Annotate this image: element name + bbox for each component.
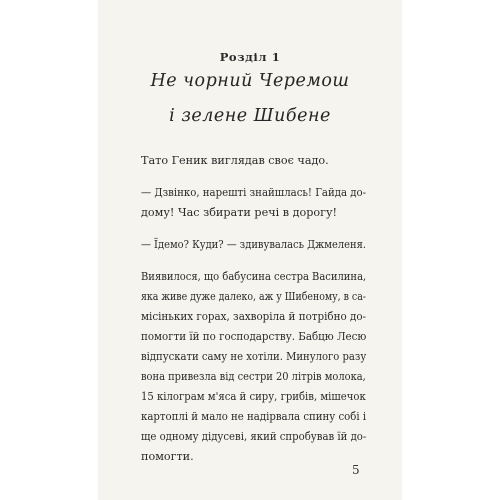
text-line: — Їдемо? Куди? — здивувалась Джмеленя.: [141, 238, 367, 251]
text-line: Тато Геник виглядав своє чадо.: [141, 154, 329, 167]
text-line: дому! Час збирати речі в дорогу!: [141, 206, 338, 219]
text-line: Виявилося, що бабусина сестра Василина,: [141, 270, 367, 283]
text-line: місіньких горах, захворіла й потрібно до-: [141, 310, 367, 323]
paragraph-1: [141, 151, 366, 171]
text-line: 15 кілограм м'яса й сиру, грибів, мішечок: [141, 390, 366, 403]
chapter-title-line-1: Не чорний Черемош: [150, 71, 350, 91]
text-line: яка живе дуже далеко, аж у Шибеному, в са-: [141, 290, 366, 303]
text-line: помогти їй по господарству. Бабцю Лесю: [141, 330, 367, 343]
text-line: відпускати саму не хотіли. Минулого разу: [141, 350, 367, 363]
chapter-label: Розділ 1: [219, 50, 281, 64]
text-line: помогти.: [141, 450, 194, 463]
paragraph-4: [141, 267, 366, 467]
text-line: вона привезла від сестри 20 літрів молока,: [141, 370, 366, 383]
paragraph-3: [141, 235, 366, 255]
text-line: картоплі й мало не надірвала спину собі і: [141, 410, 367, 423]
text-line: — Дзвінко, нарешті знайшлась! Гайда до-: [141, 186, 367, 199]
paragraph-2: [141, 183, 366, 223]
chapter-title-line-2: і зелене Шибене: [169, 106, 331, 126]
text-line: ще одному дідусеві, який спробував їй до-: [141, 430, 367, 443]
page-number: 5: [352, 463, 360, 477]
book-page: [98, 0, 402, 500]
